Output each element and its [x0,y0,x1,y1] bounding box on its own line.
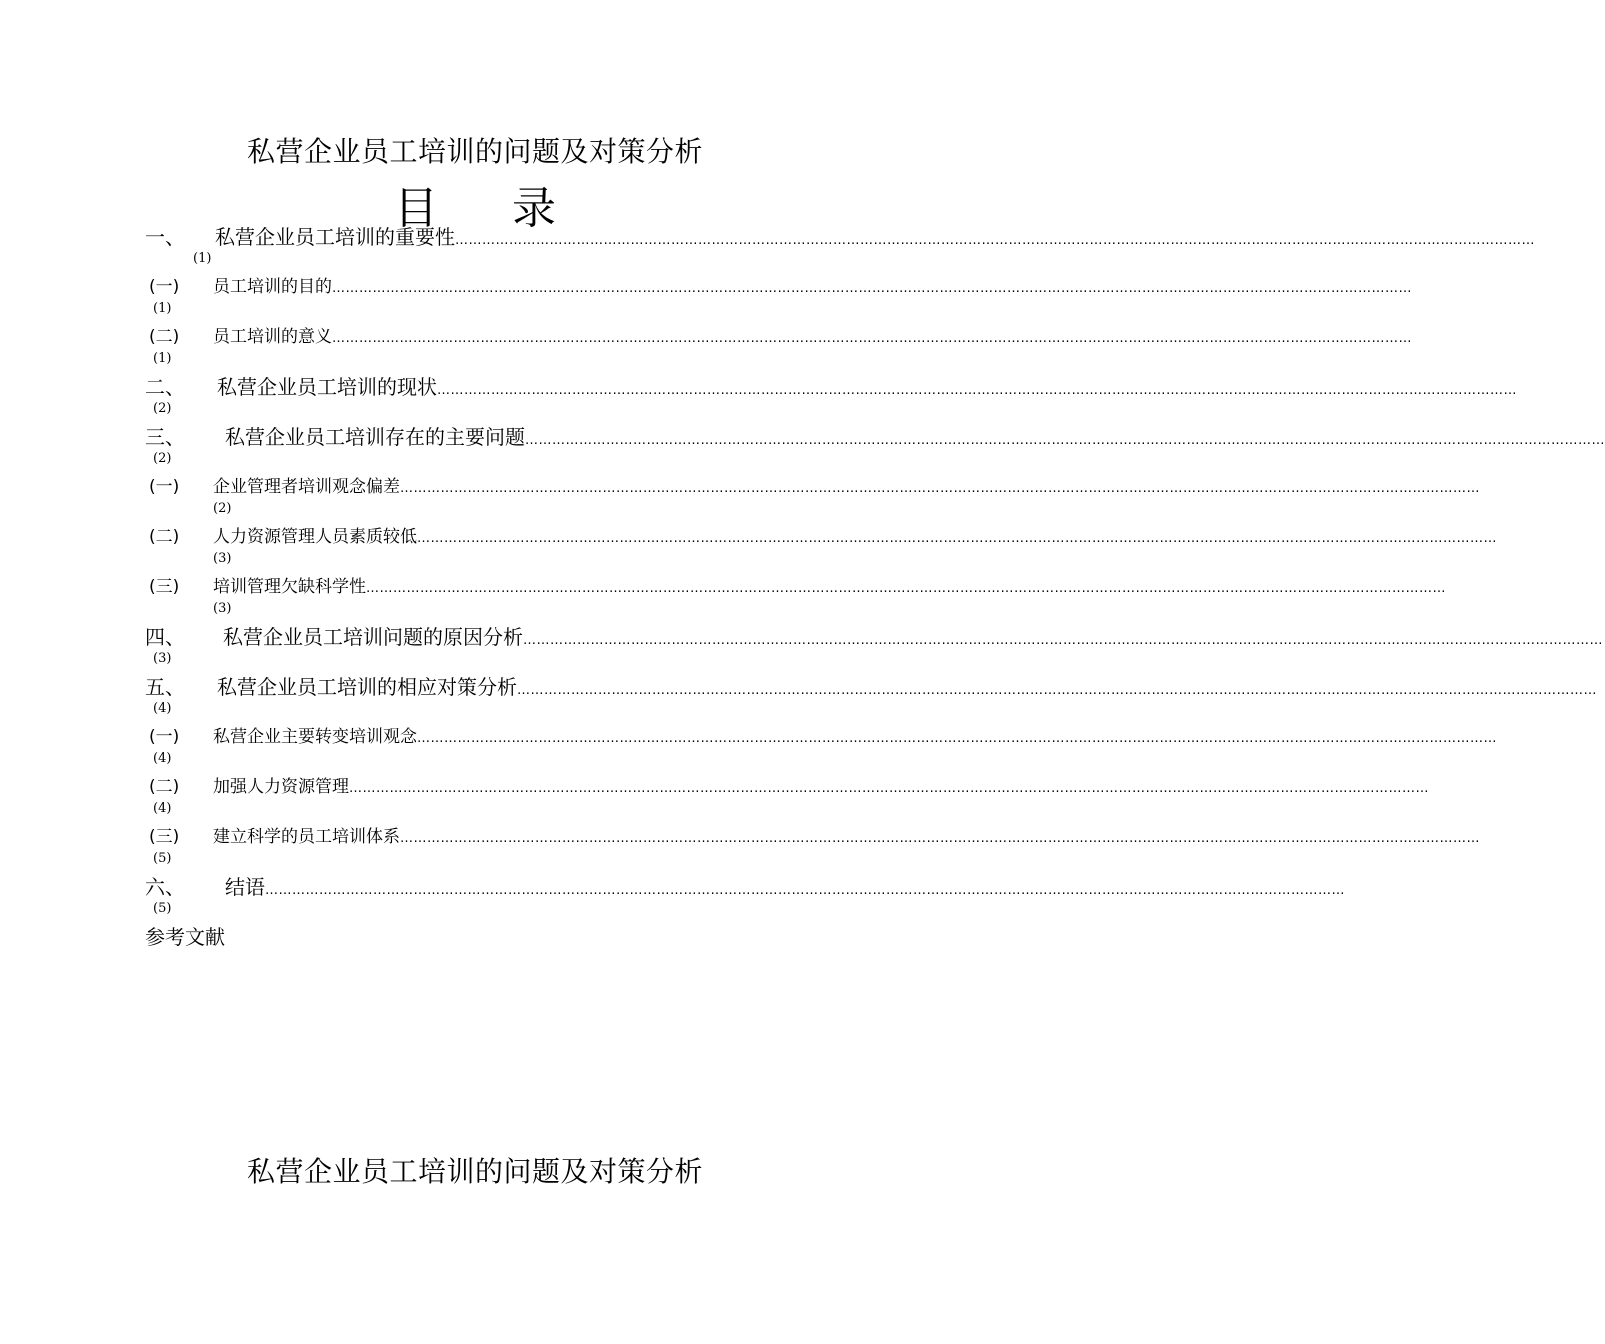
toc-entry-page: (1) [153,301,172,316]
toc-entry[interactable] [145,672,1597,722]
toc-leader-dots: …………………………………………………………………………………………………………………………………………………………………………………………………………………… [366,581,1446,596]
toc-entry-page: (5) [153,901,172,916]
toc-entry[interactable] [145,272,1412,322]
toc-entry[interactable] [145,622,1603,672]
toc-entry-title: 企业管理者培训观念偏差 [213,477,400,497]
toc-entry[interactable] [145,222,1535,272]
toc-entry-page: (1) [153,351,172,366]
references-heading[interactable]: 参考文献 [145,925,225,949]
toc-entry-number: 六、 [145,875,185,899]
toc-entry-number: (三) [149,577,180,597]
toc-entry[interactable] [145,572,1446,622]
toc-entry-title: 结语 [225,875,265,899]
toc-entry-title: 加强人力资源管理 [213,777,349,797]
toc-entry-number: 二、 [145,375,185,399]
toc-leader-dots: …………………………………………………………………………………………………………………………………………………………………………………………………………………… [517,683,1597,698]
toc-entry-page: (4) [153,701,172,716]
toc-entry-title: 私营企业主要转变培训观念 [213,727,417,747]
toc-leader-dots: …………………………………………………………………………………………………………………………………………………………………………………………………………………… [525,433,1605,448]
toc-leader-dots: …………………………………………………………………………………………………………………………………………………………………………………………………………………… [455,233,1535,248]
toc-entry-number: (一) [149,277,180,297]
toc-entry[interactable] [145,772,1429,822]
document-title: 私营企业员工培训的问题及对策分析 [246,135,703,168]
toc-entry-title: 私营企业员工培训的重要性 [215,225,455,249]
toc-entry[interactable] [145,872,1345,922]
toc-entry-page: (3) [213,551,232,566]
toc-entry-number: 五、 [145,675,185,699]
toc-leader-dots: …………………………………………………………………………………………………………………………………………………………………………………………………………………… [400,831,1480,846]
toc-entry-number: 三、 [145,425,185,449]
toc-entry-number: 一、 [145,225,185,249]
toc-entry-page: (3) [153,651,172,666]
toc-entry[interactable] [145,372,1517,422]
toc-entry[interactable] [145,822,1480,872]
toc-leader-dots: …………………………………………………………………………………………………………………………………………………………………………………………………………………… [332,281,1412,296]
document-title-page-2: 私营企业员工培训的问题及对策分析 [246,1155,703,1188]
toc-entry-title: 培训管理欠缺科学性 [213,577,366,597]
toc-entry[interactable] [145,472,1480,522]
toc-entry[interactable] [145,422,1605,472]
toc-entry-number: (二) [149,777,180,797]
toc-leader-dots: …………………………………………………………………………………………………………………………………………………………………………………………………………………… [332,331,1412,346]
toc-leader-dots: …………………………………………………………………………………………………………………………………………………………………………………………………………………… [417,531,1497,546]
toc-entry-title: 员工培训的意义 [213,327,332,347]
toc-entry-page: (2) [153,451,172,466]
toc-leader-dots: …………………………………………………………………………………………………………………………………………………………………………………………………………………… [265,883,1345,898]
toc-entry-number: (二) [149,327,180,347]
toc-entry[interactable] [145,322,1412,372]
toc-leader-dots: …………………………………………………………………………………………………………………………………………………………………………………………………………………… [437,383,1517,398]
table-of-contents [145,222,1605,952]
toc-entry-title: 员工培训的目的 [213,277,332,297]
toc-leader-dots: …………………………………………………………………………………………………………………………………………………………………………………………………………………… [400,481,1480,496]
toc-entry-number: (二) [149,527,180,547]
toc-entry-page: (4) [153,801,172,816]
toc-entry-title: 私营企业员工培训的相应对策分析 [217,675,517,699]
toc-leader-dots: …………………………………………………………………………………………………………………………………………………………………………………………………………………… [417,731,1497,746]
toc-entry-number: (三) [149,827,180,847]
toc-entry-page: (3) [213,601,232,616]
toc-entry[interactable] [145,722,1497,772]
toc-entry-title: 建立科学的员工培训体系 [213,827,400,847]
toc-entry-title: 私营企业员工培训的现状 [217,375,437,399]
toc-entry-number: (一) [149,727,180,747]
toc-entry-number: (一) [149,477,180,497]
toc-entry-page: (5) [153,851,172,866]
toc-leader-dots: …………………………………………………………………………………………………………………………………………………………………………………………………………………… [349,781,1429,796]
toc-entry-title: 私营企业员工培训问题的原因分析 [223,625,523,649]
toc-entry[interactable] [145,522,1497,572]
toc-entry-page: (2) [153,401,172,416]
toc-entry-page: (4) [153,751,172,766]
toc-entry-title: 私营企业员工培训存在的主要问题 [225,425,525,449]
toc-leader-dots: …………………………………………………………………………………………………………………………………………………………………………………………………………………… [523,633,1603,648]
toc-entry-page: (1) [193,251,212,266]
toc-heading: 目 录 [394,183,586,234]
toc-entry-number: 四、 [145,625,185,649]
toc-entry-page: (2) [213,501,232,516]
toc-entry-title: 人力资源管理人员素质较低 [213,527,417,547]
